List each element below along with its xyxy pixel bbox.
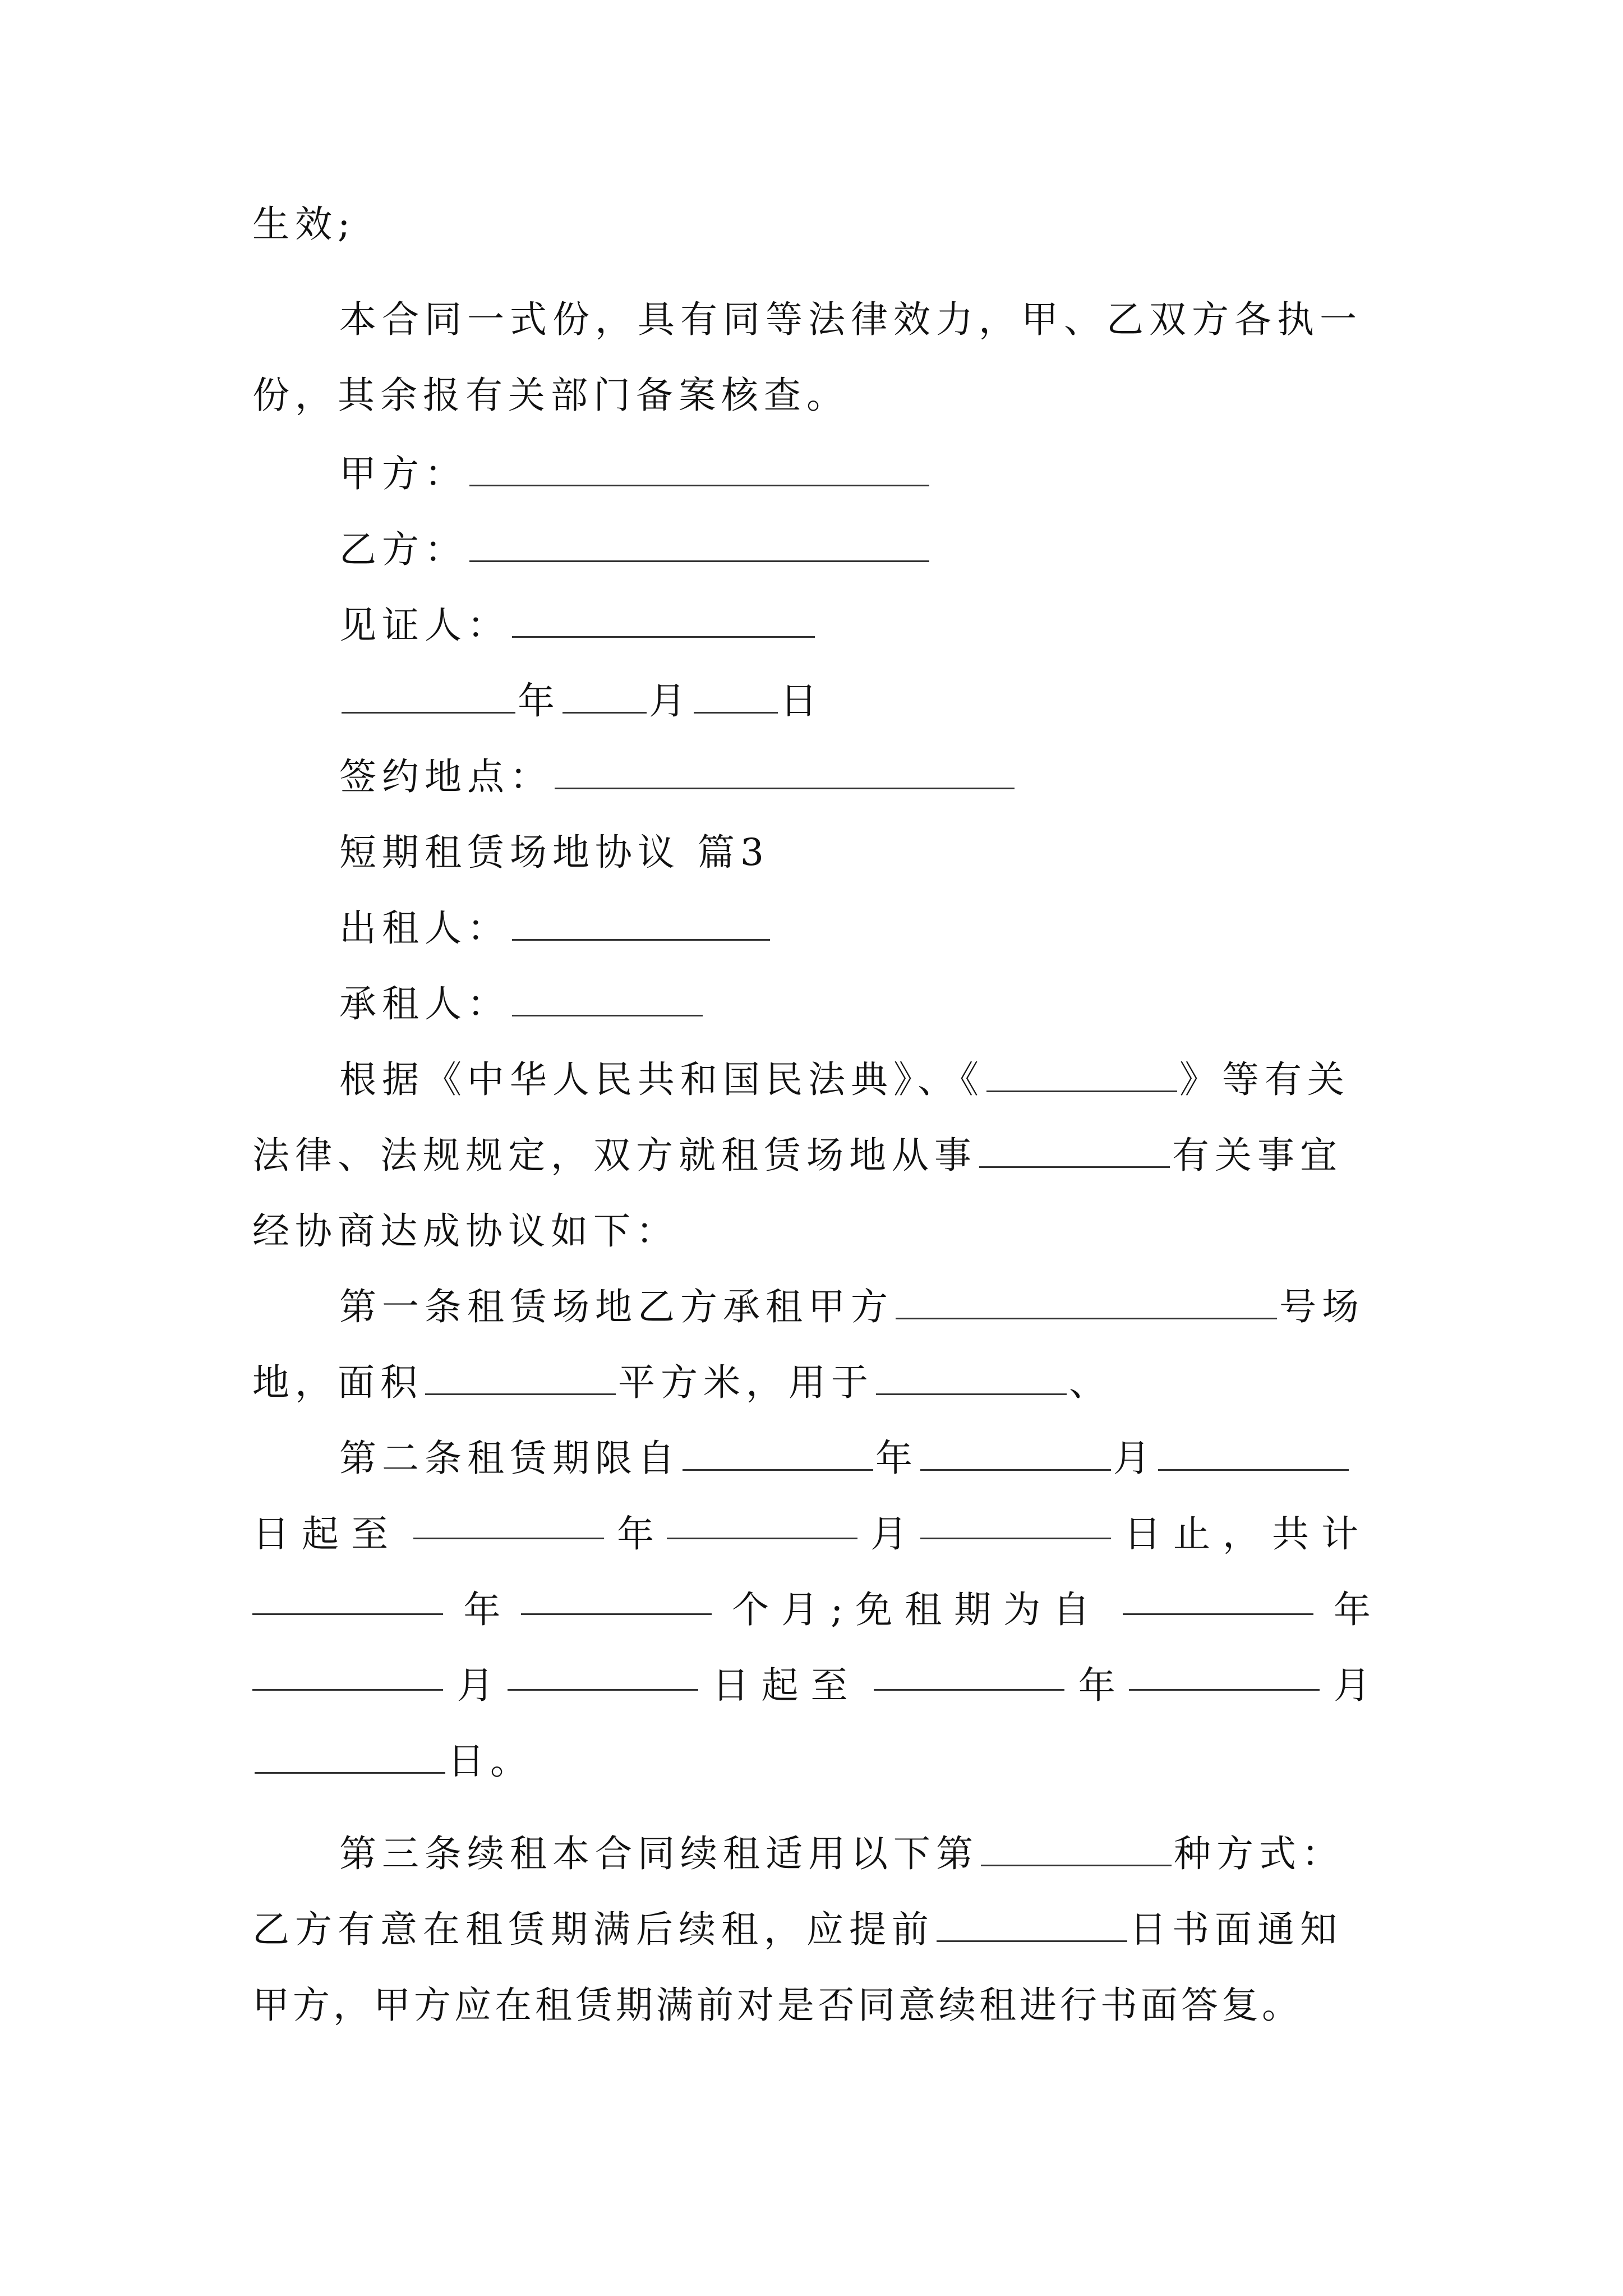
sign-place-label: 签约地点： <box>339 755 552 798</box>
witness-line <box>339 597 817 654</box>
line-text: 乙方有意在租赁期满后续租，应提前 <box>252 1908 934 1951</box>
article-2-line <box>252 1658 1371 1714</box>
usage-blank[interactable] <box>876 1362 1067 1395</box>
party-a-blank[interactable] <box>469 453 929 486</box>
line-text: 日。 <box>448 1740 533 1783</box>
witness-blank[interactable] <box>512 605 815 638</box>
line-text: 日起至 <box>252 1512 400 1556</box>
section-title <box>339 825 769 881</box>
end-month-blank[interactable] <box>667 1506 857 1539</box>
line-text: 平方米，用于 <box>618 1361 874 1404</box>
notice-days-blank[interactable] <box>937 1909 1127 1942</box>
line-text: 月 <box>870 1512 907 1556</box>
line-text: 月 <box>457 1664 494 1707</box>
lessor-label: 出租人： <box>339 907 510 950</box>
line-text: 地，面积 <box>252 1361 423 1404</box>
line-text: 经协商达成协议如下： <box>252 1209 679 1253</box>
line-text: 》等有关 <box>1179 1058 1350 1101</box>
party-b-line <box>339 522 932 578</box>
article-2-line <box>252 1582 1371 1638</box>
day-label: 日 <box>780 679 823 723</box>
lessee-label: 承租人： <box>339 982 510 1025</box>
law-name-blank[interactable] <box>986 1059 1177 1092</box>
witness-label: 见证人： <box>339 604 510 647</box>
day-blank[interactable] <box>694 680 778 714</box>
paragraph-line <box>339 1052 1350 1108</box>
party-a-line <box>339 446 932 502</box>
line-text: 甲方，甲方应在租赁期满前对是否同意续租进行书面答复。 <box>252 1984 1302 2027</box>
year-blank[interactable] <box>342 680 515 714</box>
renewal-option-blank[interactable] <box>981 1833 1172 1866</box>
line-text: 年 <box>1333 1588 1371 1631</box>
text-line <box>252 196 356 252</box>
line-text: 第三条续租本合同续租适用以下第 <box>339 1832 979 1875</box>
month-label: 月 <box>649 679 691 723</box>
lessee-line <box>339 976 705 1032</box>
line-text: 个月;免租期为自 <box>732 1588 1103 1631</box>
venue-number-blank[interactable] <box>896 1286 1277 1319</box>
paragraph-line <box>252 1128 1343 1184</box>
line-text: 年 <box>1078 1664 1115 1707</box>
line-text: 年 <box>875 1437 918 1480</box>
line-text: 年 <box>617 1512 654 1556</box>
sign-place-blank[interactable] <box>555 756 1015 789</box>
line-text: 月 <box>1333 1664 1371 1707</box>
end-day-blank[interactable] <box>920 1506 1111 1539</box>
article-3-line <box>252 1902 1343 1958</box>
line-text: 日起至 <box>712 1664 860 1707</box>
lessor-blank[interactable] <box>512 908 770 941</box>
article-1-line <box>252 1355 1112 1411</box>
paragraph-line <box>252 1203 679 1259</box>
line-text: 、 <box>1069 1361 1112 1404</box>
line-text: 本合同一式份，具有同等法律效力，甲、乙双方各执一 <box>339 298 1362 341</box>
line-text: 月 <box>1113 1437 1156 1480</box>
free-end-month-blank[interactable] <box>1129 1658 1320 1691</box>
lessee-blank[interactable] <box>512 983 703 1016</box>
start-day-blank[interactable] <box>1158 1438 1349 1471</box>
party-b-blank[interactable] <box>469 529 929 562</box>
party-b-label: 乙方： <box>339 528 467 571</box>
line-text: 生效; <box>252 203 356 246</box>
free-end-day-blank[interactable] <box>255 1741 445 1774</box>
article-2-line <box>252 1733 533 1789</box>
text-line <box>252 367 849 424</box>
start-year-blank[interactable] <box>683 1438 873 1471</box>
start-month-blank[interactable] <box>920 1438 1111 1471</box>
lessor-line <box>339 900 772 956</box>
line-text: 种方式： <box>1174 1832 1344 1875</box>
line-text: 有关事宜 <box>1172 1134 1343 1177</box>
line-text: 法律、法规规定，双方就租赁场地从事 <box>252 1134 977 1177</box>
party-a-label: 甲方： <box>339 452 467 495</box>
free-start-month-blank[interactable] <box>252 1658 443 1691</box>
line-text: 号场 <box>1279 1285 1364 1328</box>
year-label: 年 <box>518 679 560 723</box>
line-text: 根据《中华人民共和国民法典》、《 <box>339 1058 984 1101</box>
month-blank[interactable] <box>562 680 647 714</box>
free-start-year-blank[interactable] <box>1123 1582 1313 1615</box>
section-title-text: 短期租赁场地协议 篇3 <box>339 831 769 874</box>
date-line <box>339 673 823 729</box>
business-blank[interactable] <box>979 1135 1170 1168</box>
line-text: 年 <box>463 1588 501 1631</box>
free-end-year-blank[interactable] <box>874 1658 1064 1691</box>
line-text: 日书面通知 <box>1129 1908 1343 1951</box>
total-months-blank[interactable] <box>521 1582 712 1615</box>
total-years-blank[interactable] <box>252 1582 443 1615</box>
sign-place-line <box>339 749 1017 805</box>
line-text: 日止，共计 <box>1124 1512 1371 1556</box>
line-text: 第二条租赁期限自 <box>339 1437 680 1480</box>
text-line <box>339 292 1362 348</box>
article-1-line <box>339 1279 1364 1335</box>
free-start-day-blank[interactable] <box>508 1658 698 1691</box>
area-blank[interactable] <box>425 1362 616 1395</box>
article-2-line <box>252 1506 1371 1562</box>
article-3-line <box>339 1826 1344 1882</box>
end-year-blank[interactable] <box>413 1506 604 1539</box>
article-3-line <box>252 1977 1302 2033</box>
article-2-line <box>339 1430 1351 1487</box>
line-text: 份，其余报有关部门备案核查。 <box>252 374 849 417</box>
line-text: 第一条租赁场地乙方承租甲方 <box>339 1285 893 1328</box>
